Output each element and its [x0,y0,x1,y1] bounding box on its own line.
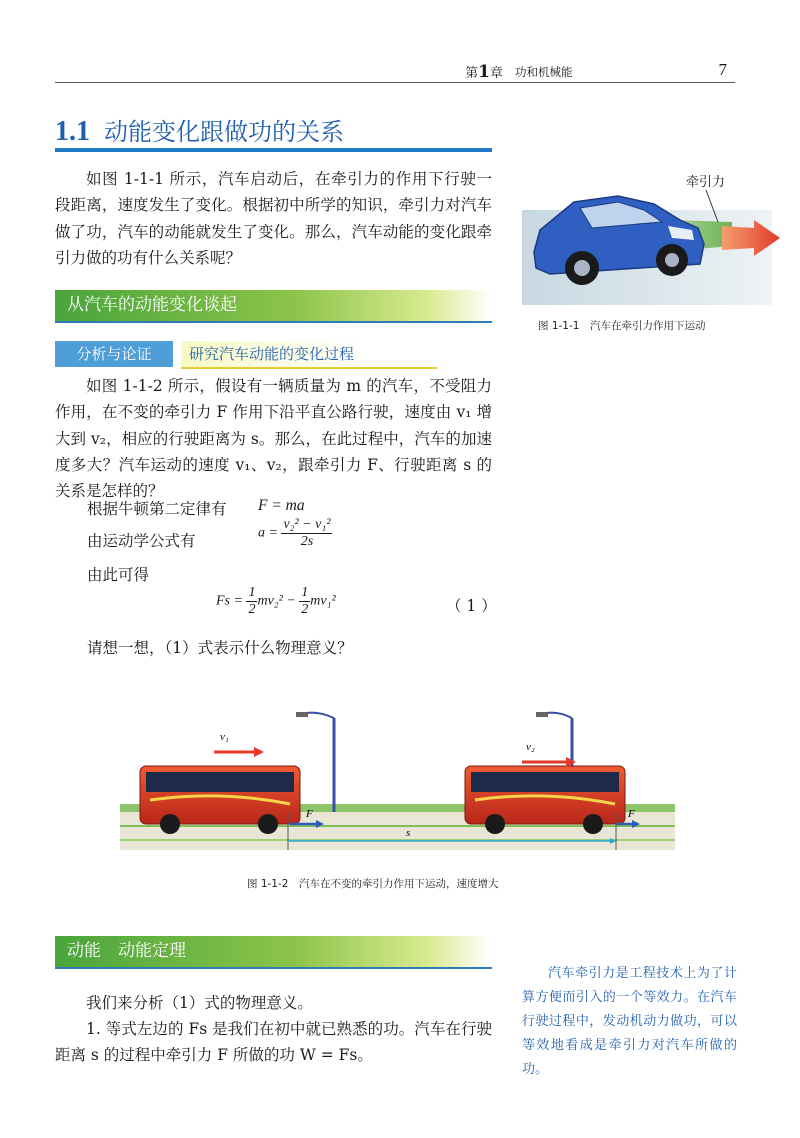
figure1-caption: 图 1-1-1 汽车在牵引力作用下运动 [538,320,706,332]
bus-right [465,766,625,834]
running-head [55,60,735,82]
newton-equation: F = ma [258,497,305,514]
figure2-caption: 图 1-1-2 汽车在不变的牵引力作用下运动，速度增大 [247,878,499,890]
band2-underline [55,967,492,969]
half-num-2: 1 [301,585,309,600]
section-underline [55,148,492,152]
lamp-post-left [296,712,334,812]
band1-underline [55,321,492,323]
acceleration-fraction [281,517,332,550]
analysis-label: 研究汽车动能的变化过程 [181,341,366,367]
side-note [522,962,737,1082]
work-energy-equation [216,585,336,618]
v2-label: v₂ [526,741,535,753]
fs-lhs: Fs = [216,593,243,609]
section-number: 1.1 [55,116,90,147]
section-title [55,112,344,146]
v1-label: v₁ [220,731,229,743]
section-heading: 动能变化跟做功的关系 [104,118,344,146]
band-kinetic-energy-change: 从汽车的动能变化谈起 [55,290,492,321]
mv2-term: mv₂² [257,593,283,609]
newton-label: 根据牛顿第二定律有 [87,500,227,518]
bus-left [140,766,300,834]
side-note-text: 汽车牵引力是工程技术上为了计算方便而引入的一个等效力。在汽车行驶过程中，发动机动力做功，可以等效地看成是牵引力对汽车所做的功。 [522,966,737,1077]
minus-sign: − [286,593,296,609]
chapter-title: 功和机械能 [515,65,573,79]
half-fraction-2 [299,585,310,618]
a-lhs: a = [258,525,278,541]
half-den-2: 2 [301,602,309,617]
mv1-term: mv₁² [310,593,336,609]
chapter-label: 第1章 [465,62,503,82]
half-fraction-1 [246,585,257,618]
traction-label: 牵引力 [686,175,726,190]
figure-buses [120,700,675,860]
analysis-paragraph: 如图 1-1-2 所示，假设有一辆质量为 m 的汽车，不受阻力作用，在不变的牵引力 F 作用下沿平直公路行驶，速度由 v₁ 增大到 v₂，相应的行驶距离为 s。那么，在此过程中，汽车的加速度多大？汽车运动的速度 v₁、v₂，跟牵引力 F、行驶距离 s 的关系是怎样的？ [55,377,492,501]
half-den-1: 2 [248,602,256,617]
kinematics-label: 由运动学公式有 [87,532,196,550]
hence-label: 由此可得 [87,566,150,584]
analysis-tag: 分析与论证 [55,341,173,367]
equation-number: （ 1 ） [446,597,497,615]
think-question: 请想一想，（1）式表示什么物理意义？ [87,639,353,657]
figure-car [522,160,782,310]
header-divider [55,82,735,83]
closing-line2: 1. 等式左边的 Fs 是我们在初中就已熟悉的功。汽车在行驶距离 s 的过程中牵引力 F 所做的功 W = Fs。 [55,1020,492,1065]
half-num-1: 1 [248,585,256,600]
v1-arrowhead [254,747,264,757]
intro-paragraph: 如图 1-1-1 所示，汽车启动后，在牵引力的作用下行驶一段距离，速度发生了变化。根据初中所学的知识，牵引力对汽车做了功，汽车的动能就发生了变化。那么，汽车动能的变化跟牵引力做的功有什么关系呢？ [55,170,492,267]
page-number: 7 [718,60,727,79]
acceleration-equation [258,517,332,550]
analysis-underline [181,367,437,369]
acceleration-denominator: 2s [300,534,314,549]
band-kinetic-energy-theorem: 动能 动能定理 [55,936,492,967]
closing-line1: 我们来分析（1）式的物理意义。 [86,994,313,1012]
F-label-left: F [306,808,313,820]
F-label-right: F [628,808,635,820]
acceleration-numerator: v₂² − v₁² [283,517,331,532]
s-label: s [406,827,411,839]
